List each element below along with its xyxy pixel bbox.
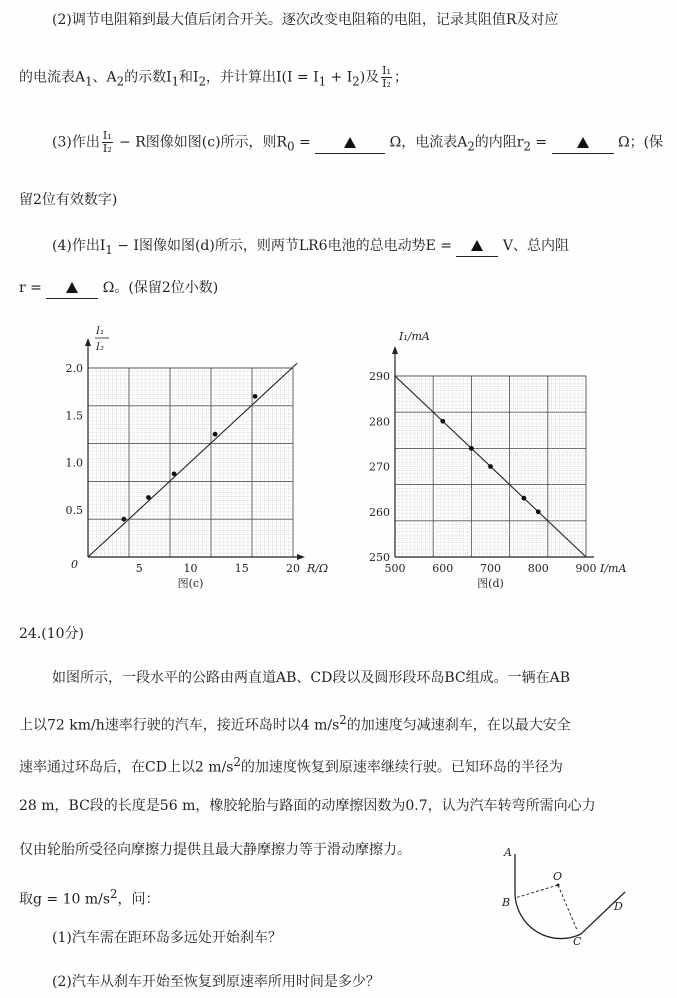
q23-part2-line1: (2)调节电阻箱到最大值后闭合开关。逐次改变电阻箱的电阻，记录其阻值R及对应	[52, 12, 559, 28]
text-run: Ω，电流表A	[385, 134, 468, 151]
y-tick-label: 270	[369, 460, 390, 474]
superscript: 2	[110, 887, 118, 901]
subscript: 2	[467, 139, 475, 154]
q23-part4-line2	[19, 278, 218, 299]
x-axis-arrow-icon	[297, 554, 305, 560]
y-tick-label: 0.5	[65, 503, 83, 517]
fraction-denominator: I₂	[102, 142, 112, 155]
y-axis-label-numerator: I₁	[96, 326, 104, 337]
chart-d	[355, 320, 655, 610]
text-run: )及	[359, 69, 380, 86]
subscript: 1	[318, 74, 327, 89]
chart-axes	[392, 346, 594, 557]
triangle-icon	[344, 137, 356, 148]
text-run: (4)作出I	[52, 238, 106, 254]
subscript: 0	[287, 139, 295, 154]
q23-part3-line1	[52, 130, 663, 156]
q24-line1: 如图所示，一段水平的公路由两直道AB、CD段以及圆形段环岛BC组成。一辆在AB	[52, 670, 570, 686]
radius-ob	[515, 885, 558, 898]
text-run: ，并计算出I(I = I	[206, 69, 319, 86]
text-run: (3)作出	[52, 134, 100, 151]
text-run: 、A	[92, 69, 117, 86]
text-run: 的示数I	[124, 69, 172, 86]
subscript: 1	[171, 74, 180, 89]
x-tick-label: 900	[575, 562, 597, 575]
data-point	[253, 394, 258, 399]
data-point	[469, 446, 474, 451]
answer-blank-r2[interactable]	[552, 133, 614, 154]
text-run: =	[294, 134, 316, 151]
answer-blank-r0[interactable]	[315, 133, 385, 154]
answer-blank-r[interactable]	[46, 278, 98, 299]
text-run: V、总内阻	[498, 238, 570, 254]
subscript: 1	[105, 242, 113, 257]
data-point	[146, 495, 151, 500]
y-axis-label-denominator: I₂	[96, 342, 104, 353]
text-run: 的加速度恢复到原速率继续行驶。已知环岛的半径为	[240, 759, 563, 776]
text-run: ；	[393, 69, 408, 86]
q23-part3-line2: 留2位有效数字)	[19, 192, 118, 208]
ratio-fraction	[381, 65, 392, 90]
fit-line	[88, 363, 297, 557]
figure-caption: 图(c)	[177, 577, 204, 590]
subscript: 2	[523, 139, 531, 154]
x-tick-label: 10	[183, 562, 198, 575]
label-a: A	[504, 846, 512, 859]
subscript: 1	[85, 74, 93, 89]
text-run: + I	[326, 69, 353, 86]
text-run: 上以72 km/h速率行驶的汽车，接近环岛时以4 m/s	[19, 717, 340, 734]
label-c: C	[573, 935, 582, 948]
x-tick-label: 700	[480, 562, 501, 575]
subscript: 2	[116, 74, 125, 89]
text-run: 的内阻r	[474, 134, 524, 151]
text-run: − R图像如图(c)所示，则R	[114, 134, 288, 151]
ratio-fraction	[102, 130, 113, 155]
y-tick-label: 1.0	[65, 456, 83, 470]
text-run: 的电流表A	[19, 69, 86, 86]
fraction-numerator: I₁	[382, 64, 391, 77]
fraction-denominator: I₂	[382, 77, 391, 90]
text-run: ，问：	[117, 891, 160, 908]
road-path	[515, 854, 625, 939]
x-axis-label: R/Ω	[307, 562, 329, 575]
text-run: 和I	[179, 69, 199, 86]
y-axis-arrow-icon	[85, 338, 91, 346]
figure-caption: 图(d)	[477, 577, 504, 590]
q24-header: 24.(10分)	[19, 626, 85, 642]
q24-line4: 28 m，BC段的长度是56 m，橡胶轮胎与路面的动摩擦因数为0.7，认为汽车转弯所需向心力	[19, 798, 596, 814]
data-point	[121, 517, 126, 522]
text-run: Ω；(保	[613, 134, 664, 151]
label-d: D	[614, 900, 623, 913]
text-run: 速率通过环岛后，在CD上以2 m/s	[19, 759, 234, 776]
y-axis-arrow-icon	[392, 346, 398, 354]
subscript: 2	[198, 74, 206, 89]
q23-part2-line2	[19, 65, 408, 91]
chart-c	[60, 320, 350, 610]
text-run: 取g = 10 m/s	[19, 891, 111, 908]
data-point	[488, 464, 493, 469]
text-run: r =	[19, 280, 47, 296]
roundabout-diagram	[495, 842, 635, 952]
label-b: B	[502, 896, 511, 909]
y-axis-label: I₁/mA	[399, 330, 430, 343]
superscript: 2	[339, 713, 347, 727]
x-tick-label: 15	[234, 562, 249, 575]
triangle-icon	[66, 282, 78, 293]
q23-part4-line1	[52, 236, 569, 260]
origin-label: 0	[71, 558, 78, 571]
data-point	[440, 419, 445, 424]
y-tick-label: 280	[369, 415, 390, 429]
label-o: O	[553, 870, 563, 883]
y-tick-label: 250	[369, 551, 390, 564]
data-point	[213, 432, 218, 437]
x-axis-label: I/mA	[600, 562, 627, 575]
q24-line6	[19, 884, 159, 910]
x-tick-label: 5	[135, 562, 143, 575]
superscript: 2	[233, 755, 241, 769]
triangle-icon	[577, 137, 589, 148]
x-tick-label: 20	[286, 562, 300, 575]
data-point	[536, 509, 541, 514]
x-tick-label: 600	[432, 562, 454, 575]
y-tick-label: 260	[369, 505, 390, 519]
text-run: Ω。(保留2位小数)	[98, 280, 219, 296]
triangle-icon	[471, 240, 483, 251]
q24-question1: (1)汽车需在距环岛多远处开始刹车？	[52, 930, 282, 946]
chart-labels	[369, 330, 626, 590]
center-point	[557, 884, 560, 887]
fraction-numerator: I₁	[102, 129, 112, 142]
text-run: 的加速度匀减速刹车，在以最大安全	[346, 717, 571, 734]
radius-oc	[558, 885, 577, 930]
data-point	[172, 471, 177, 476]
q24-line3	[19, 752, 563, 778]
y-tick-label: 290	[369, 370, 390, 383]
data-point	[522, 496, 527, 501]
chart-marks	[88, 363, 297, 557]
y-tick-label: 2.0	[65, 362, 83, 375]
answer-blank-emf[interactable]	[456, 236, 498, 257]
q24-line2	[19, 710, 571, 736]
q24-question2: (2)汽车从刹车开始至恢复到原速率所用时间是多少？	[52, 974, 380, 990]
text-run: =	[530, 134, 552, 151]
y-tick-label: 1.5	[65, 409, 83, 423]
q24-line5: 仅由轮胎所受径向摩擦力提供且最大静摩擦力等于滑动摩擦力。	[19, 842, 411, 858]
x-tick-label: 800	[527, 562, 549, 575]
x-tick-label: 500	[384, 562, 406, 575]
subscript: 2	[352, 74, 360, 89]
text-run: − I图像如图(d)所示，则两节LR6电池的总电动势E =	[112, 238, 457, 254]
